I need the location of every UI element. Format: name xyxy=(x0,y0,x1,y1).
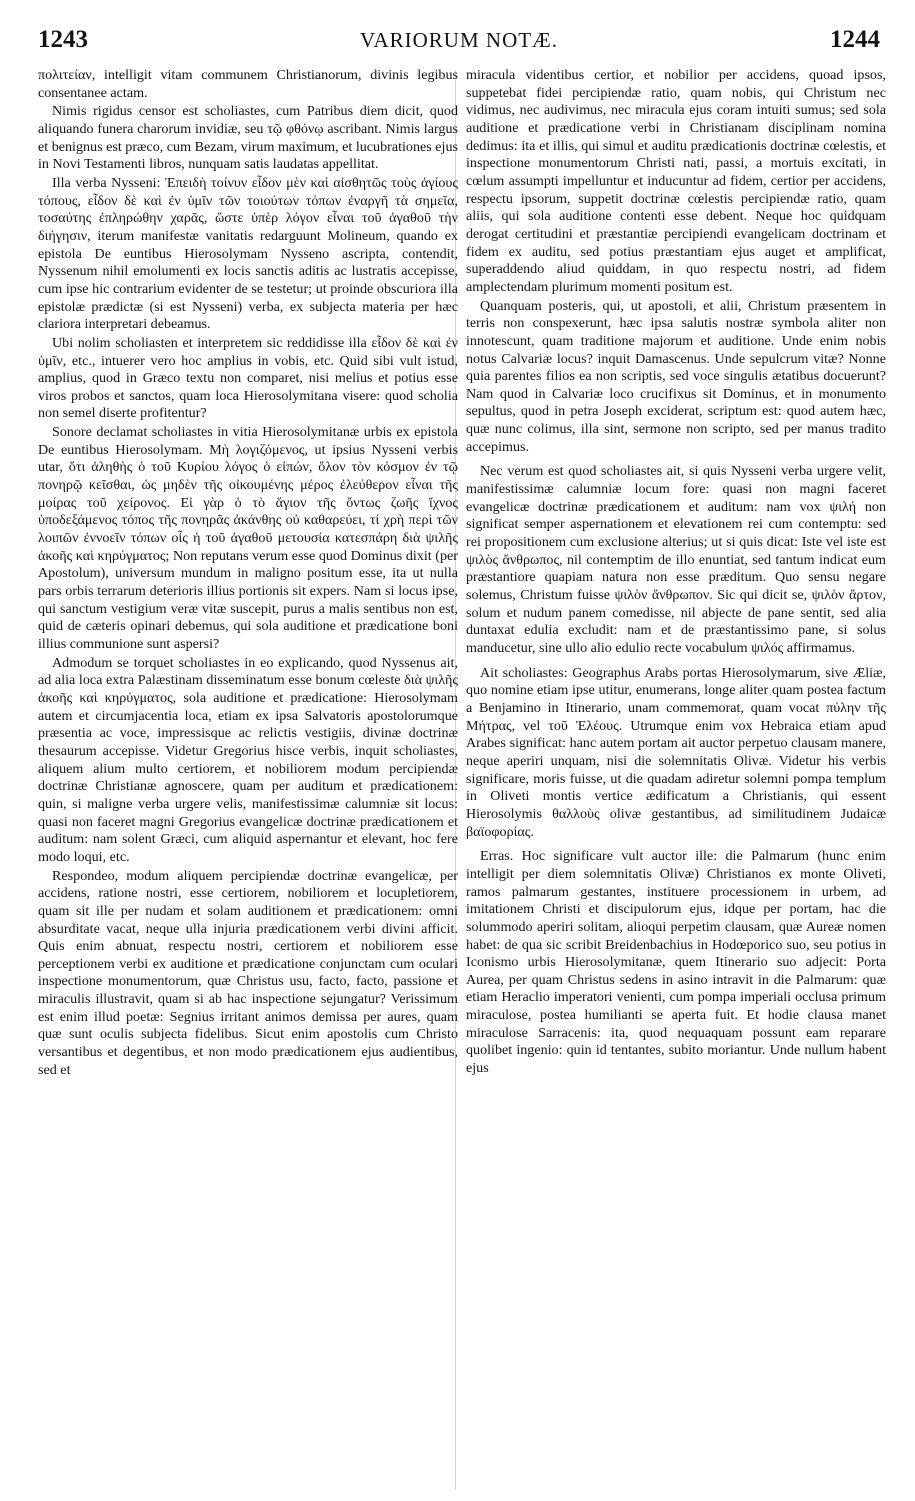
right-column xyxy=(466,67,886,1493)
paragraph: Sonore declamat scholiastes in vitia Hierosolymitanæ urbis ex epistola De euntibus Hierosolymam. Μὴ λογιζόμενος, ut ipsius Nysseni verbis utar, ὅτι ἀληθὴς ὁ τοῦ Κυρίου λόγος ὁ εἰπών, ὅλον τὸν κόσμον ἐν τῷ πονηρῷ κεῖσθαι, ὡς μηδὲν τῆς οἰκουμένης μέρος ἐλεύθερον εἶναι τῆς μοίρας τοῦ χείρονος. Εἰ γὰρ ὁ τὸ ἅγιον τῆς ὄντως ζωῆς ἴχνος ὑποδεξάμενος τόπος τῆς πονηρᾶς ἀκάνθης οὐ καθαρεύει, τί χρὴ περὶ τῶν λοιπῶν ἐννοεῖν τόπων οἷς ἡ τοῦ ἀγαθοῦ μετουσία κατεσπάρη διὰ ψιλῆς ἀκοῆς καὶ κηρύγματος; Non reputans verum esse quod Dominus dixit (per Apostolum), universum mundum in maligno positum esse, ita ut nulla pars orbis terrarum deterioris illius portionis sit expers. Nam si locus ipse, qui sanctum vestigium veræ vitæ suscepit, purus a malis sentibus non est, quid de cæteris opinari debemus, qui sola auditione et prædicatione boni illius communione sunt aspersi? xyxy=(38,424,458,652)
paragraph: Illa verba Nysseni: Ἐπειδὴ τοίνυν εἶδον μὲν καὶ αἰσθητῶς τοὺς ἁγίους τόπους, εἶδον δὲ καὶ ἐν ὑμῖν τῶν τοιούτων τόπων ἐναργῆ τὰ σημεῖα, τοσαύτης ἐπληρώθην χαρᾶς, ὥστε ὑπὲρ λόγον εἶναι τοῦ ἀγαθοῦ τὴν διήγησιν, iterum manifestæ vanitatis redarguunt Molineum, quando ex epistola De euntibus Hierosolymam Nysseno ascripta, contendit, Nyssenum nihil emolumenti ex locis sanctis aditis ac lustratis accepisse, cum ipse hic contrarium evidenter de se testetur; ut proinde obscuriora illa epistolæ prædictæ (si est Nysseni) verba, ex subjecta materia per hæc clariora interpretari debeamus. xyxy=(38,174,458,333)
paragraph: miracula videntibus certior, et nobilior per accidens, quoad ipsos, suppetebat fidei percipiendæ ratio, quam nobis, qui Christum nec vidimus, nec audivimus, nec miracula ejus coram intuiti sumus; sed sola auditione et prædicatione verbi in Christianam disciplinam nomina dedimus: ita et illis, qui simul et auditu prædicationis doctrinæ cœlestis, et inspectione monumentorum Christi nati, passi, a mortuis excitati, in cœlum assumpti impelluntur et inducuntur ad fidem, certior per accidens, respectu ipsorum, suppetit doctrinæ cœlestis percipiendæ ratio, quam aliis, qui sola auditione contenti esse debent. Neque hoc quidquam derogat certitudini et præstantiæ percipiendi evangelicam doctrinam et fidem ex auditu, sed potius præstantiam ejus auget et amplificat, superaddendo aliud quiddam, in quo respectu nostri, ad fidem amplectendam plurimum momenti positum est. xyxy=(466,67,886,295)
page-header xyxy=(38,26,880,56)
paragraph: Respondeo, modum aliquem percipiendæ doctrinæ evangelicæ, per accidens, ratione nostri, esse certiorem, nobiliorem et locupletiorem, quam sit ille per nudam et solam auditionem et prædicationem: omni absurditate vacat, neque ulla injuria prædicationem verbi divini afficit. Quis enim abnuat, respectu nostri, certiorem et nobiliorem esse perceptionem verbi ex auditione et prædicatione conjunctam cum oculari inspectione monumentorum, quæ Christus usu, facto, facto, passione et miraculis illustravit, quam si ab hac inspectione sejungatur? Verissimum est enim illud poetæ: Segnius irritant animos demissa per aures, quam quæ sunt oculis subjecta fidelibus. Sicut enim apostolis cum Christo versantibus et degentibus, et non modo prædicationem ejus audientibus, sed et xyxy=(38,867,458,1078)
paragraph: Nimis rigidus censor est scholiastes, cum Patribus diem dicit, quod aliquando funera charorum invidiæ, seu τῷ φθόνῳ ascribant. Nimis largus et benignus est præco, cum Bezam, virum maximum, et lucubrationes ejus in Novi Testamenti libros, nunquam satis laudatas appellitat. xyxy=(38,103,458,173)
left-page-number: 1243 xyxy=(38,26,88,53)
left-column xyxy=(38,67,458,1493)
paragraph: πολιτείαν, intelligit vitam communem Christianorum, divinis legibus consentanee actam. xyxy=(38,67,458,101)
paragraph: Ait scholiastes: Geographus Arabs portas Hierosolymarum, sive Æliæ, quo nomine etiam ipse utitur, enumerans, longe aliter quam postea factum a Benjamino in Itinerario, unam commemorat, quam vocat πύλην τῆς Μήτρας, vel τοῦ Ἐλέους. Utrumque enim vox Hebraica etiam apud Arabes significat: hanc autem portam ait auctor perpetuo clausam manere, neque aperiri unquam, nisi die solemnitatis Olivæ. Videtur his verbis significare, moris fuisse, ut die quadam adiretur solemni pompa templum in Oliveti montis vertice ædificatum a Christianis, qui essent Hierosolymis θαλλοὺς olivæ gestantibus, ad similitudinem Judaicæ βαϊοφορίας. xyxy=(466,664,886,840)
paragraph: Nec verum est quod scholiastes ait, si quis Nysseni verba urgere velit, manifestissimæ calumniæ locum fore: quasi non magni faceret evangelicæ doctrinæ prædicationem et auditum: nam vox ψιλή non significat semper aspernationem et elevationem rei cum contemptu: sed rei propositionem cum exclusione alterius; ut si quis dicat: Iste vel iste est ψιλὸς ἄνθρωπος, nil contemptim de illo enuntiat, sed tantum indicat eum præstantiore quapiam natura non esse præditum. Quo sensu negare solemus, Christum fuisse ψιλὸν ἄνθρωπον. Sic qui dicit se, ψιλὸν ἄρτον, solum et nudum panem comedisse, nil abjecte de pane sentit, sed alia duntaxat edulia excludit: nam et de præstantissimo pane, si solus manducetur, sine ullo alio edulio recte vocabulum ψιλός affirmamus. xyxy=(466,463,886,656)
paragraph: Ubi nolim scholiasten et interpretem sic reddidisse illa εἶδον δὲ καὶ ἐν ὑμῖν, etc., intuerer vero hoc amplius in vobis, etc. Quid sibi vult istud, amplius, quod in Græco textu non comparet, nisi melius et potius esse viros probos et sanctos, quam loca Hierosolymitana visere: quod scholia non semel diserte profitentur? xyxy=(38,334,458,422)
paragraph: Quanquam posteris, qui, ut apostoli, et alii, Christum præsentem in terris non conspexerunt, hæc ipsa salutis nostræ symbola aliter non innotescunt, quam traditione majorum et auditione. Unde enim nobis notus Calvariæ locus? inquit Damascenus. Unde sepulcrum vitæ? Nonne quia parentes filios ea non scriptis, sed voce singulis ætatibus docuerunt? Nam quod in Calvariæ loco crucifixus sit Dominus, et in monumento sepultus, quod in petra Joseph exciderat, scriptum est: quod autem hæc, quæ nunc colimus, illa sint, sermone non scripto, sed per manus tradito accepimus. xyxy=(466,297,886,455)
paragraph: Erras. Hoc significare vult auctor ille: die Palmarum (hunc enim intelligit per diem solemnitatis Olivæ) Christianos ex monte Oliveti, ramos palmarum gestantes, instituere processionem in urbem, ad imitationem Christi et discipulorum ejus, idque per portam, hac die solummodo aperiri solitam, alioqui perpetim clausam, quæ Aureæ nomen habet: de qua sic scribit Breidenbachius in Hodœporico suo, seu potius in Iconismo urbis Hierosolymitanæ, quem Itinerario suo adjecit: Porta Aurea, per quam Christus sedens in asino intravit in die Palmarum: quæ etiam Heraclio imperatori venienti, cum pompa imperiali occlusa primum miraculose, postea humilianti se aperta fuit. Et hodie clausa manet miraculose Sarracenis: ita, quod nequaquam possunt eam reparare quolibet ingenio: quin id tentantes, subito moriantur. Unde nullum habent ejus xyxy=(466,848,886,1077)
right-page-number: 1244 xyxy=(830,26,880,53)
paragraph: Admodum se torquet scholiastes in eo explicando, quod Nyssenus ait, ad alia loca extra Palæstinam disseminatum esse bonum cœleste διὰ ψιλῆς ἀκοῆς καὶ κηρύγματος, sola auditione et prædicatione: Hierosolymam autem et circumjacentia loca, etiam ex ipsa Salvatoris apostolorumque præsentia ac voce, impressisque ac relictis vestigiis, divinæ doctrinæ thesaurum accepisse. Videtur Gregorius hisce verbis, inquit scholiastes, aliquem alium multo certiorem, et nobiliorem modum percipiendæ doctrinæ Christianæ agnoscere, quam per auditum et prædicationem: quin, si maligne verba urgere velis, manifestissimæ calumniæ sit locus: quasi non faceret magni Gregorius evangelicæ doctrinæ prædicationem et auditum: nam solent Græci, cum aliquid aspernantur et elevant, hoc fere modo loqui, etc. xyxy=(38,654,458,865)
running-title: VARIORUM NOTÆ. xyxy=(360,28,558,52)
